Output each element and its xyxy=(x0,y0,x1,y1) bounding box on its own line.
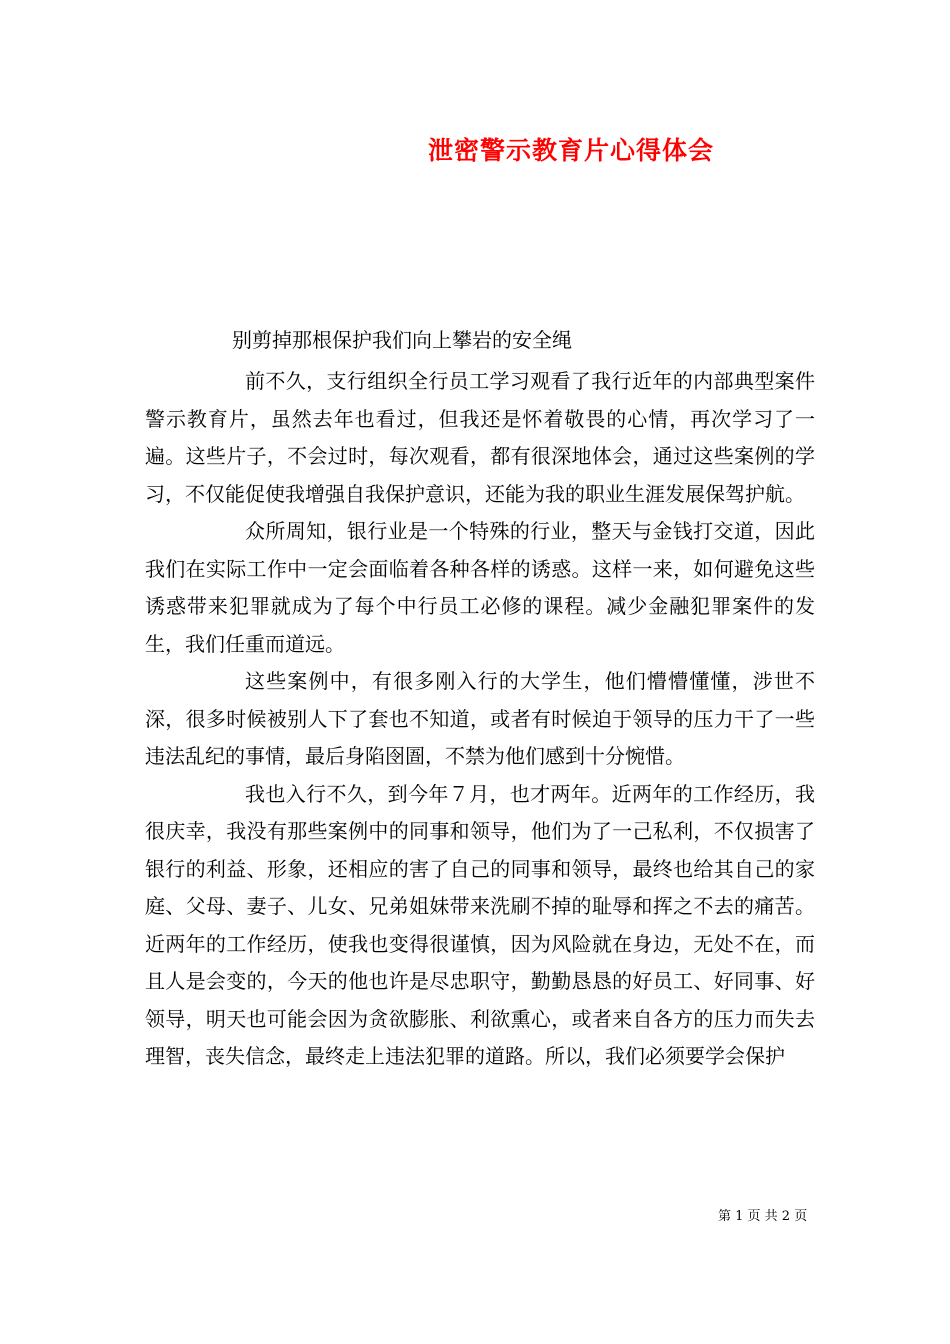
paragraph-2: 众所周知，银行业是一个特殊的行业，整天与金钱打交道，因此我们在实际工作中一定会面临着各种各样的诱惑。这样一来，如何避免这些诱惑带来犯罪就成为了每个中行员工必修的课程。减少金融犯罪案件的发生，我们任重而道远。 xyxy=(145,519,815,656)
paragraph-3: 这些案例中，有很多刚入行的大学生，他们懵懵懂懂，涉世不深，很多时候被别人下了套也不知道，或者有时候迫于领导的压力干了一些违法乱纪的事情，最后身陷囹圄，不禁为他们感到十分惋惜。 xyxy=(145,669,815,768)
document-subtitle: 别剪掉那根保护我们向上攀岩的安全绳 xyxy=(232,328,572,352)
page-footer: 第 1 页 共 2 页 xyxy=(718,1209,808,1224)
paragraph-1: 前不久，支行组织全行员工学习观看了我行近年的内部典型案件警示教育片，虽然去年也看过，但我还是怀着敬畏的心情，再次学习了一遍。这些片子，不会过时，每次观看，都有很深地体会，通过这些案例的学习，不仅能促使我增强自我保护意识，还能为我的职业生涯发展保驾护航。 xyxy=(145,369,815,506)
paragraph-4: 我也入行不久，到今年７月，也才两年。近两年的工作经历，我很庆幸，我没有那些案例中的同事和领导，他们为了一己私利，不仅损害了银行的利益、形象，还相应的害了自己的同事和领导，最终也给其自己的家庭、父母、妻子、儿女、兄弟姐妹带来洗刷不掉的耻辱和挥之不去的痛苦。近两年的工作经历，使我也变得很谨慎，因为风险就在身边，无处不在，而且人是会变的，今天的他也许是尽忠职守，勤勤恳恳的好员工、好同事、好领导，明天也可能会因为贪欲膨胀、利欲熏心，或者来自各方的压力而失去理智，丧失信念，最终走上违法犯罪的道路。所以，我们必须要学会保护 xyxy=(145,781,815,1068)
document-title: 泄密警示教育片心得体会 xyxy=(428,136,715,165)
document-body xyxy=(145,363,815,1076)
